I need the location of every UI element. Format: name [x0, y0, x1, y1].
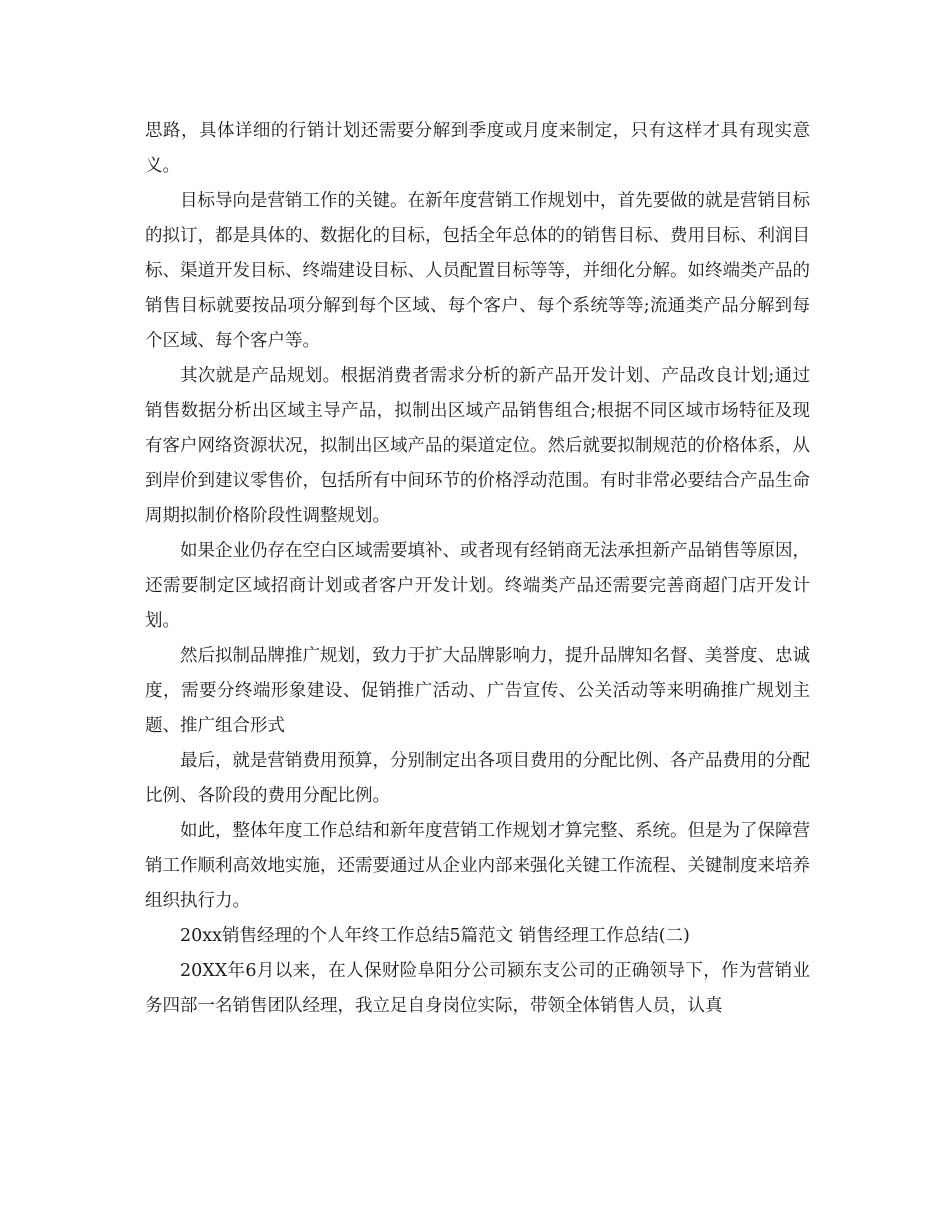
paragraph-conclusion: 如此，整体年度工作总结和新年度营销工作规划才算完整、系统。但是为了保障营销工作顺利高效地实施，还需要通过从企业内部来强化关键工作流程、关键制度来培养组织执行力。	[145, 821, 810, 911]
paragraph-intro-second-summary: 20XX年6月以来，在人保财险阜阳分公司颍东支公司的正确领导下，作为营销业务四部一名销售团队经理，我立足自身岗位实际，带领全体销售人员，认真	[145, 961, 810, 1016]
paragraph-region-expansion: 如果企业仍存在空白区域需要填补、或者现有经销商无法承担新产品销售等原因，还需要制定区域招商计划或者客户开发计划。终端类产品还需要完善商超门店开发计划。	[145, 541, 810, 631]
paragraph-goal-orientation: 目标导向是营销工作的关键。在新年度营销工作规划中，首先要做的就是营销目标的拟订，都是具体的、数据化的目标，包括全年总体的的销售目标、费用目标、利润目标、渠道开发目标、终端建设目标、人员配置目标等等，并细化分解。如终端类产品的销售目标就要按品项分解到每个区域、每个客户、每个系统等等;流通类产品分解到每个区域、每个客户等。	[145, 191, 810, 351]
paragraph-brand-promotion: 然后拟制品牌推广规划，致力于扩大品牌影响力，提升品牌知名督、美誉度、忠诚度，需要分终端形象建设、促销推广活动、广告宣传、公关活动等来明确推广规划主题、推广组合形式	[145, 646, 810, 736]
section-heading: 20xx销售经理的个人年终工作总结5篇范文 销售经理工作总结(二)	[180, 926, 690, 946]
paragraph-product-planning: 其次就是产品规划。根据消费者需求分析的新产品开发计划、产品改良计划;通过销售数据分析出区域主导产品，拟制出区域产品销售组合;根据不同区域市场特征及现有客户网络资源状况，拟制出区域产品的渠道定位。然后就要拟制规范的价格体系，从到岸价到建议零售价，包括所有中间环节的价格浮动范围。有时非常必要结合产品生命周期拟制价格阶段性调整规划。	[145, 366, 810, 526]
paragraph-continuation: 思路，具体详细的行销计划还需要分解到季度或月度来制定，只有这样才具有现实意义。	[145, 121, 810, 176]
paragraph-budget: 最后，就是营销费用预算，分别制定出各项目费用的分配比例、各产品费用的分配比例、各阶段的费用分配比例。	[145, 751, 810, 806]
document-page	[145, 114, 810, 1024]
